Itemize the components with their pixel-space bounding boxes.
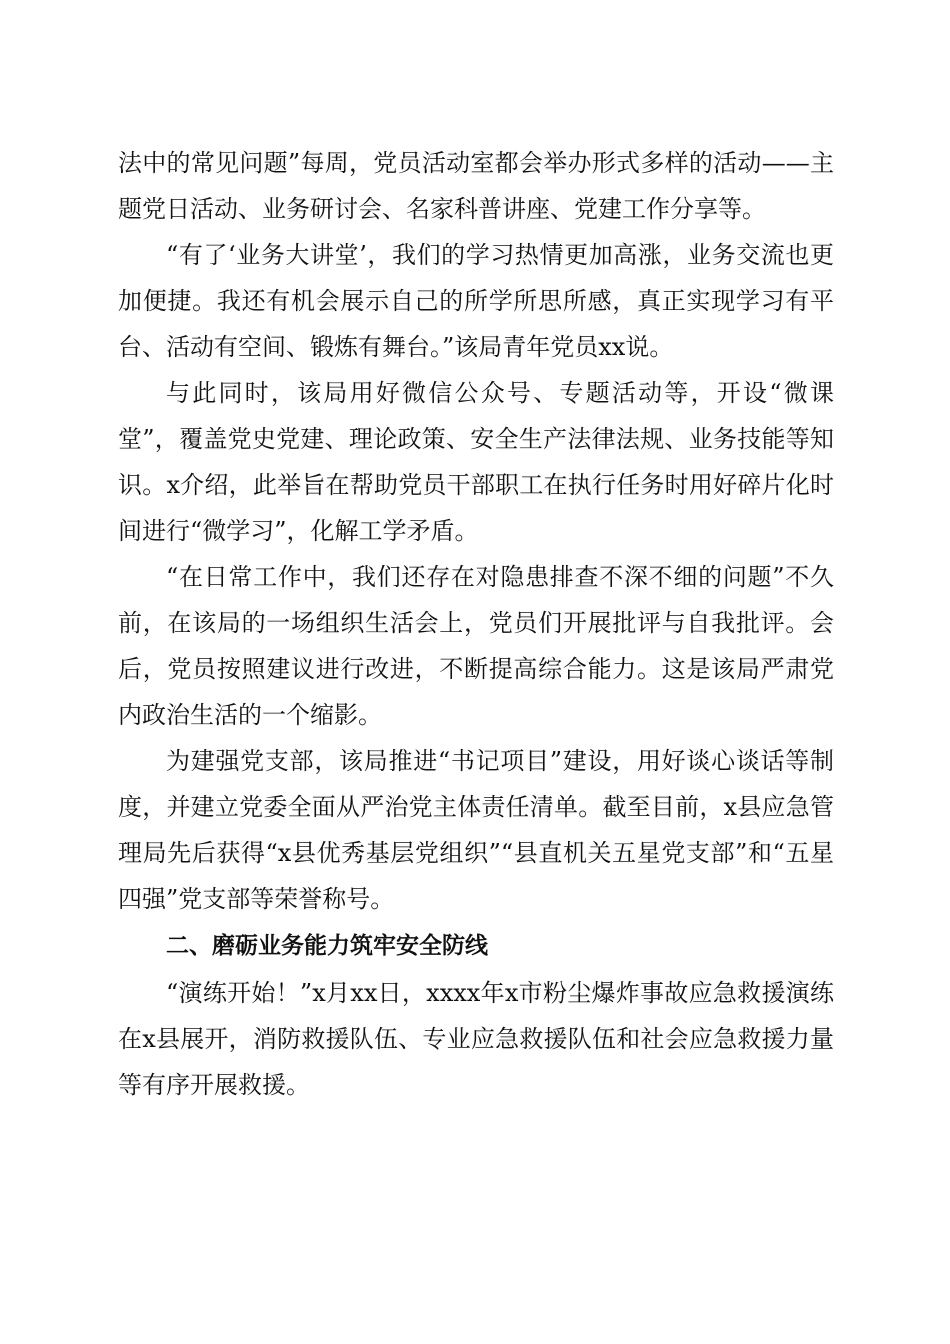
paragraph-party-branch: 为建强党支部，该局推进“书记项目”建设，用好谈心谈话等制度，并建立党委全面从严治党主体责任清单。截至目前，x县应急管理局先后获得“x县优秀基层党组织”“县直机关五星党支部”和“五星四强”党支部等荣誉称号。 xyxy=(118,747,834,913)
paragraph-micro-classroom: 与此同时，该局用好微信公众号、专题活动等，开设“微课堂”，覆盖党史党建、理论政策、安全生产法律法规、业务技能等知识。x介绍，此举旨在帮助党员干部职工在执行任务时用好碎片化时间进行“微学习”，化解工学矛盾。 xyxy=(118,379,834,545)
paragraph-continued: 法中的常见问题”每周，党员活动室都会举办形式多样的活动——主题党日活动、业务研讨会、名家科普讲座、党建工作分享等。 xyxy=(118,149,834,223)
section-heading: 二、磨砺业务能力筑牢安全防线 xyxy=(166,933,488,959)
paragraph-criticism-meeting: “在日常工作中，我们还存在对隐患排查不深不细的问题”不久前，在该局的一场组织生活会上，党员们开展批评与自我批评。会后，党员按照建议进行改进，不断提高综合能力。这是该局严肃党内政治生活的一个缩影。 xyxy=(118,563,834,729)
document-page xyxy=(118,140,834,1108)
paragraph-quote-lecture-hall: “有了‘业务大讲堂’，我们的学习热情更加高涨，业务交流也更加便捷。我还有机会展示自己的所学所思所感，真正实现学习有平台、活动有空间、锻炼有舞台。”该局青年党员xx说。 xyxy=(118,241,834,361)
paragraph-drill: “演练开始！”x月xx日，xxxx年x市粉尘爆炸事故应急救援演练在x县展开，消防救援队伍、专业应急救援队伍和社会应急救援力量等有序开展救援。 xyxy=(118,979,834,1099)
